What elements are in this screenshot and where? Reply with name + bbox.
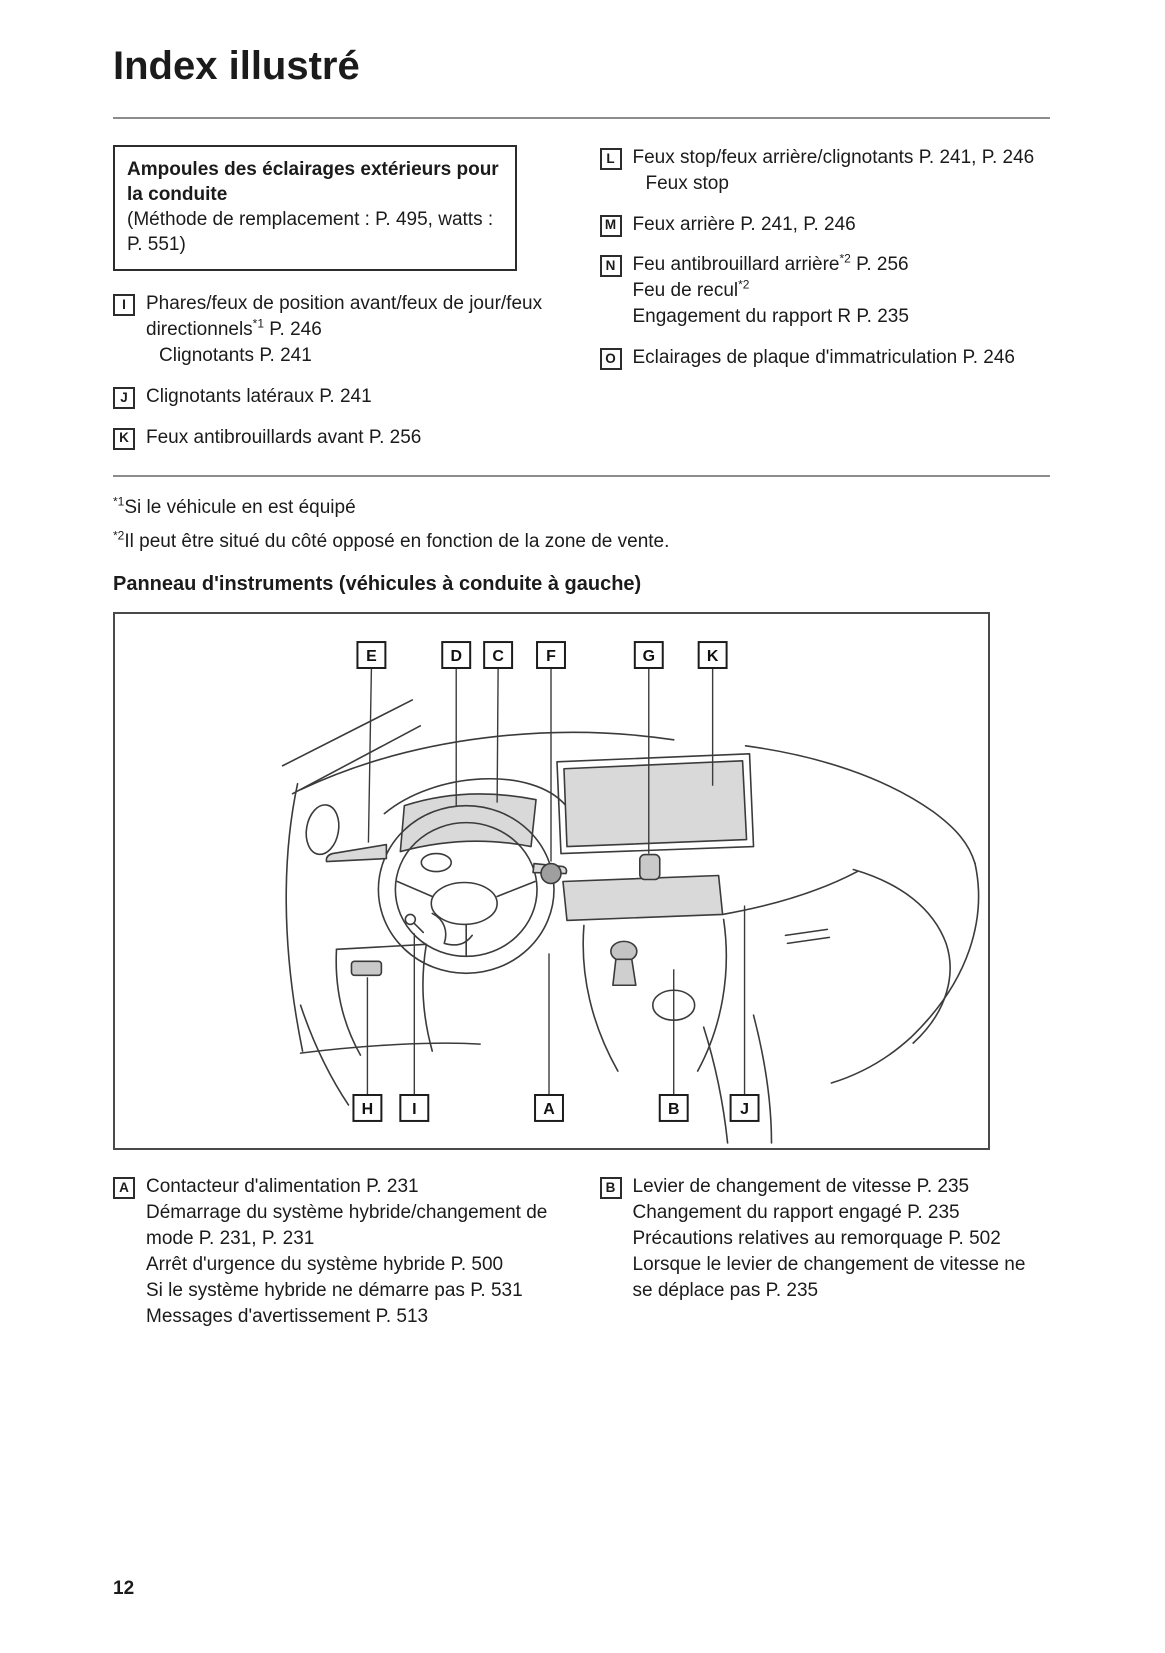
item-line: Phares/feux de position avant/feux de jour/feux directionnels$^{*1}$ P. 246 (146, 293, 543, 341)
item-line: Changement du rapport engagé P. 235 (632, 1202, 960, 1224)
item-line: Précautions relatives au remorquage P. 502 (632, 1228, 1001, 1250)
item-text (633, 252, 1051, 329)
item-line: Feu antibrouillard arrière$^{*2}$ P. 256 (632, 252, 909, 276)
display-screen (564, 761, 747, 847)
vent-line (785, 930, 827, 936)
console-lower-line (704, 1028, 728, 1144)
footnote-marker: *1 (252, 316, 265, 331)
wheel-spoke (397, 882, 432, 897)
divider-mid (113, 475, 1050, 477)
controls-left-column (113, 1174, 564, 1344)
power-switch-knob (541, 864, 561, 884)
item-letter-badge: B (600, 1177, 622, 1199)
wheel-detail (421, 854, 451, 872)
callout-letter: J (740, 1101, 749, 1119)
callout-letter: I (412, 1101, 417, 1119)
list-item (600, 1174, 1051, 1303)
footnotes (113, 497, 1050, 553)
panel-heading: Panneau d'instruments (véhicules à conduite à gauche) (113, 573, 642, 596)
item-text (633, 1174, 1051, 1303)
callout-letter: C (492, 648, 504, 666)
list-item (600, 145, 1051, 197)
list-item (113, 1174, 564, 1329)
list-item (113, 425, 564, 451)
footnote-marker: *2 (738, 277, 750, 292)
item-text (146, 291, 564, 368)
item-line: Feux stop/feux arrière/clignotants P. 241, P. 246 (632, 147, 1035, 168)
item-letter-badge: A (113, 1177, 135, 1199)
left-stalk (326, 845, 386, 862)
leader-line-E (368, 668, 371, 843)
callout-letter: A (543, 1101, 555, 1119)
steering-hub (431, 883, 497, 925)
item-line: Eclairages de plaque d'immatriculation P. 246 (632, 346, 1015, 368)
page-title: Index illustré (113, 44, 360, 88)
list-item (600, 252, 1051, 329)
footnote-marker: *2 (839, 252, 851, 267)
lighting-right-column (600, 145, 1051, 465)
item-text (146, 384, 564, 410)
dash-front-edge (723, 872, 858, 915)
item-letter-badge: J (113, 387, 135, 409)
dash-right-edge (831, 864, 978, 1083)
instrument-panel-diagram-box (113, 612, 990, 1150)
list-item (600, 212, 1051, 238)
item-line: Démarrage du système hybride/changement de mode P. 231, P. 231 (146, 1202, 548, 1250)
item-text (633, 212, 1051, 238)
leader-line-C (497, 668, 498, 803)
item-line: Contacteur d'alimentation P. 231 (146, 1176, 419, 1198)
callout-letter: K (706, 648, 719, 666)
item-text (146, 425, 564, 451)
callout-letter: F (546, 648, 556, 666)
item-letter-badge: O (600, 348, 622, 370)
item-line: Si le système hybride ne démarre pas P. 531 (146, 1279, 523, 1301)
page-number: 12 (113, 1578, 135, 1599)
knee-panel (423, 945, 432, 1052)
callout-letter: E (366, 648, 377, 666)
item-line: Lorsque le levier de changement de vitesse ne se déplace pas P. 235 (632, 1253, 1026, 1301)
wheel-spoke (497, 882, 535, 897)
item-line: Feux arrière P. 241, P. 246 (632, 213, 856, 235)
item-letter-badge: I (113, 294, 135, 316)
dash-right-inner (853, 870, 950, 1044)
lighting-left-column (113, 145, 564, 465)
footnote: $^{*2}$Il peut être situé du côté opposé en fonction de la zone de vente. (113, 529, 670, 553)
item-letter-badge: N (600, 255, 622, 277)
shift-lever (613, 960, 636, 986)
callout-letter: B (667, 1101, 680, 1119)
callout-letter: G (642, 648, 655, 666)
item-line: Arrêt d'urgence du système hybride P. 500 (146, 1253, 504, 1275)
instrument-panel-diagram (115, 614, 988, 1148)
console-right-edge (698, 920, 727, 1072)
footnote-marker: *2 (113, 529, 125, 544)
dash-cowl-right (746, 746, 975, 864)
item-line: Clignotants P. 241 (159, 344, 312, 366)
list-item (600, 345, 1051, 371)
hazard-knob (640, 855, 660, 880)
item-line: Feu de recul$^{*2}$ (632, 277, 750, 302)
column-lever (414, 924, 423, 933)
item-line: Feux antibrouillards avant P. 256 (146, 426, 422, 448)
lighting-section (113, 145, 1050, 465)
callout-letter: D (450, 648, 462, 666)
under-dash-line (301, 1006, 349, 1106)
item-line: Engagement du rapport R P. 235 (632, 306, 909, 328)
dashboard-line-art (283, 700, 979, 1143)
footnote-marker: *1 (113, 495, 125, 510)
door-line (286, 784, 302, 1051)
item-letter-badge: M (600, 215, 622, 237)
controls-right-column (600, 1174, 1051, 1344)
item-text (146, 1174, 564, 1329)
controls-section (113, 1174, 1050, 1344)
item-letter-badge: L (600, 148, 622, 170)
divider-top (113, 117, 1050, 119)
knee-panel (336, 945, 426, 950)
dash-lower-edge (301, 1044, 481, 1054)
item-line: Feux stop (645, 172, 729, 194)
item-text (633, 345, 1051, 371)
panel-switch (351, 962, 381, 976)
side-mirror (302, 803, 342, 858)
bulb-box-subtitle: (Méthode de remplacement : P. 495, watts : P. 551) (127, 209, 494, 256)
a-pillar-line (293, 726, 421, 794)
footnote: $^{*1}$Si le véhicule en est équipé (113, 495, 356, 519)
item-text (633, 145, 1051, 197)
bulb-info-box (113, 145, 517, 271)
vent-line (787, 938, 829, 944)
item-line: Levier de changement de vitesse P. 235 (632, 1176, 970, 1198)
shift-knob (611, 942, 637, 962)
item-line: Messages d'avertissement P. 513 (146, 1305, 429, 1327)
bulb-box-title: Ampoules des éclairages extérieurs pour la conduite (127, 159, 499, 206)
trim-strip (563, 876, 723, 921)
item-line: Clignotants latéraux P. 241 (146, 385, 372, 407)
callout-letter: H (361, 1101, 374, 1119)
list-item (113, 291, 564, 368)
console-lower-line (754, 1016, 772, 1144)
list-item (113, 384, 564, 410)
item-letter-badge: K (113, 428, 135, 450)
